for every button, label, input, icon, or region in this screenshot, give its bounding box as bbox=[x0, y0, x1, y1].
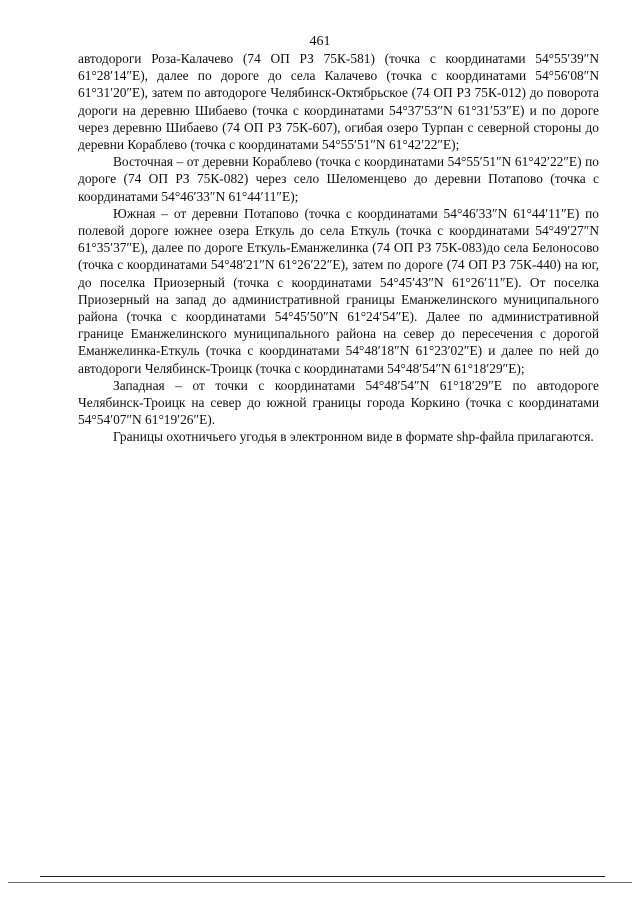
paragraph-north-boundary-continuation: автодороги Роза-Калачево (74 ОП РЗ 75К-581) (точка с координатами 54°55′39″N 61°28′14″E), далее по дороге до села Калачево (точка с координатами 54°56′08″N 61°31′20″E), затем по автодороге Челябинск-Октябрьское (74 ОП РЗ 75К-012) до поворота дороги на деревню Шибаево (точка с координатами 54°37′53″N 61°31′53″E) и по дороге через деревню Шибаево (74 ОП РЗ 75К-607), огибая озеро Турпан с северной стороны до деревни Кораблево (точка с координатами 54°55′51″N 61°42′22″E); bbox=[78, 51, 599, 153]
page-bottom-rule bbox=[40, 876, 605, 877]
paragraph-east-boundary: Восточная – от деревни Кораблево (точка с координатами 54°55′51″N 61°42′22″E) по дороге (74 ОП РЗ 75К-082) через село Шеломенцево до деревни Потапово (точка с координатами 54°46′33″N 61°44′11″E); bbox=[78, 154, 599, 204]
scan-edge-line bbox=[8, 882, 632, 883]
paragraph-west-boundary: Западная – от точки с координатами 54°48′54″N 61°18′29″E по автодороге Челябинск-Троицк на север до южной границы города Коркино (точка с координатами 54°54′07″N 61°19′26″E). bbox=[78, 377, 599, 428]
paragraph-south-boundary: Южная – от деревни Потапово (точка с координатами 54°46′33″N 61°44′11″E) по полевой дороге южнее озера Еткуль до села Еткуль (точка с координатами 54°49′27″N 61°35′37″E), далее по дороге Еткуль-Еманжелинка (74 ОП РЗ 75К-083)до села Белоносово (точка с координатами 54°48′21″N 61°26′22″E), затем по дороге (74 ОП РЗ 75К-440) на юг, до поселка Приозерный (точка с координатами 54°45′43″N 61°26′11″E). От поселка Приозерный на запад до административной границы Еманжелинского муниципального района (точка с координатами 54°45′50″N 61°24′54″E). Далее по административной границе Еманжелинского муниципального района на север до пересечения с дорогой Еманжелинка-Еткуль (точка с координатами 54°48′18″N 61°23′02″E) и далее по ней до автодороги Челябинск-Троицк (точка с координатами 54°48′54″N 61°18′29″E); bbox=[78, 205, 599, 376]
document-body bbox=[78, 50, 599, 446]
paragraph-shp-attachment: Границы охотничьего угодья в электронном виде в формате shp-файла прилагаются. bbox=[113, 429, 594, 445]
page-number: 461 bbox=[309, 34, 331, 49]
